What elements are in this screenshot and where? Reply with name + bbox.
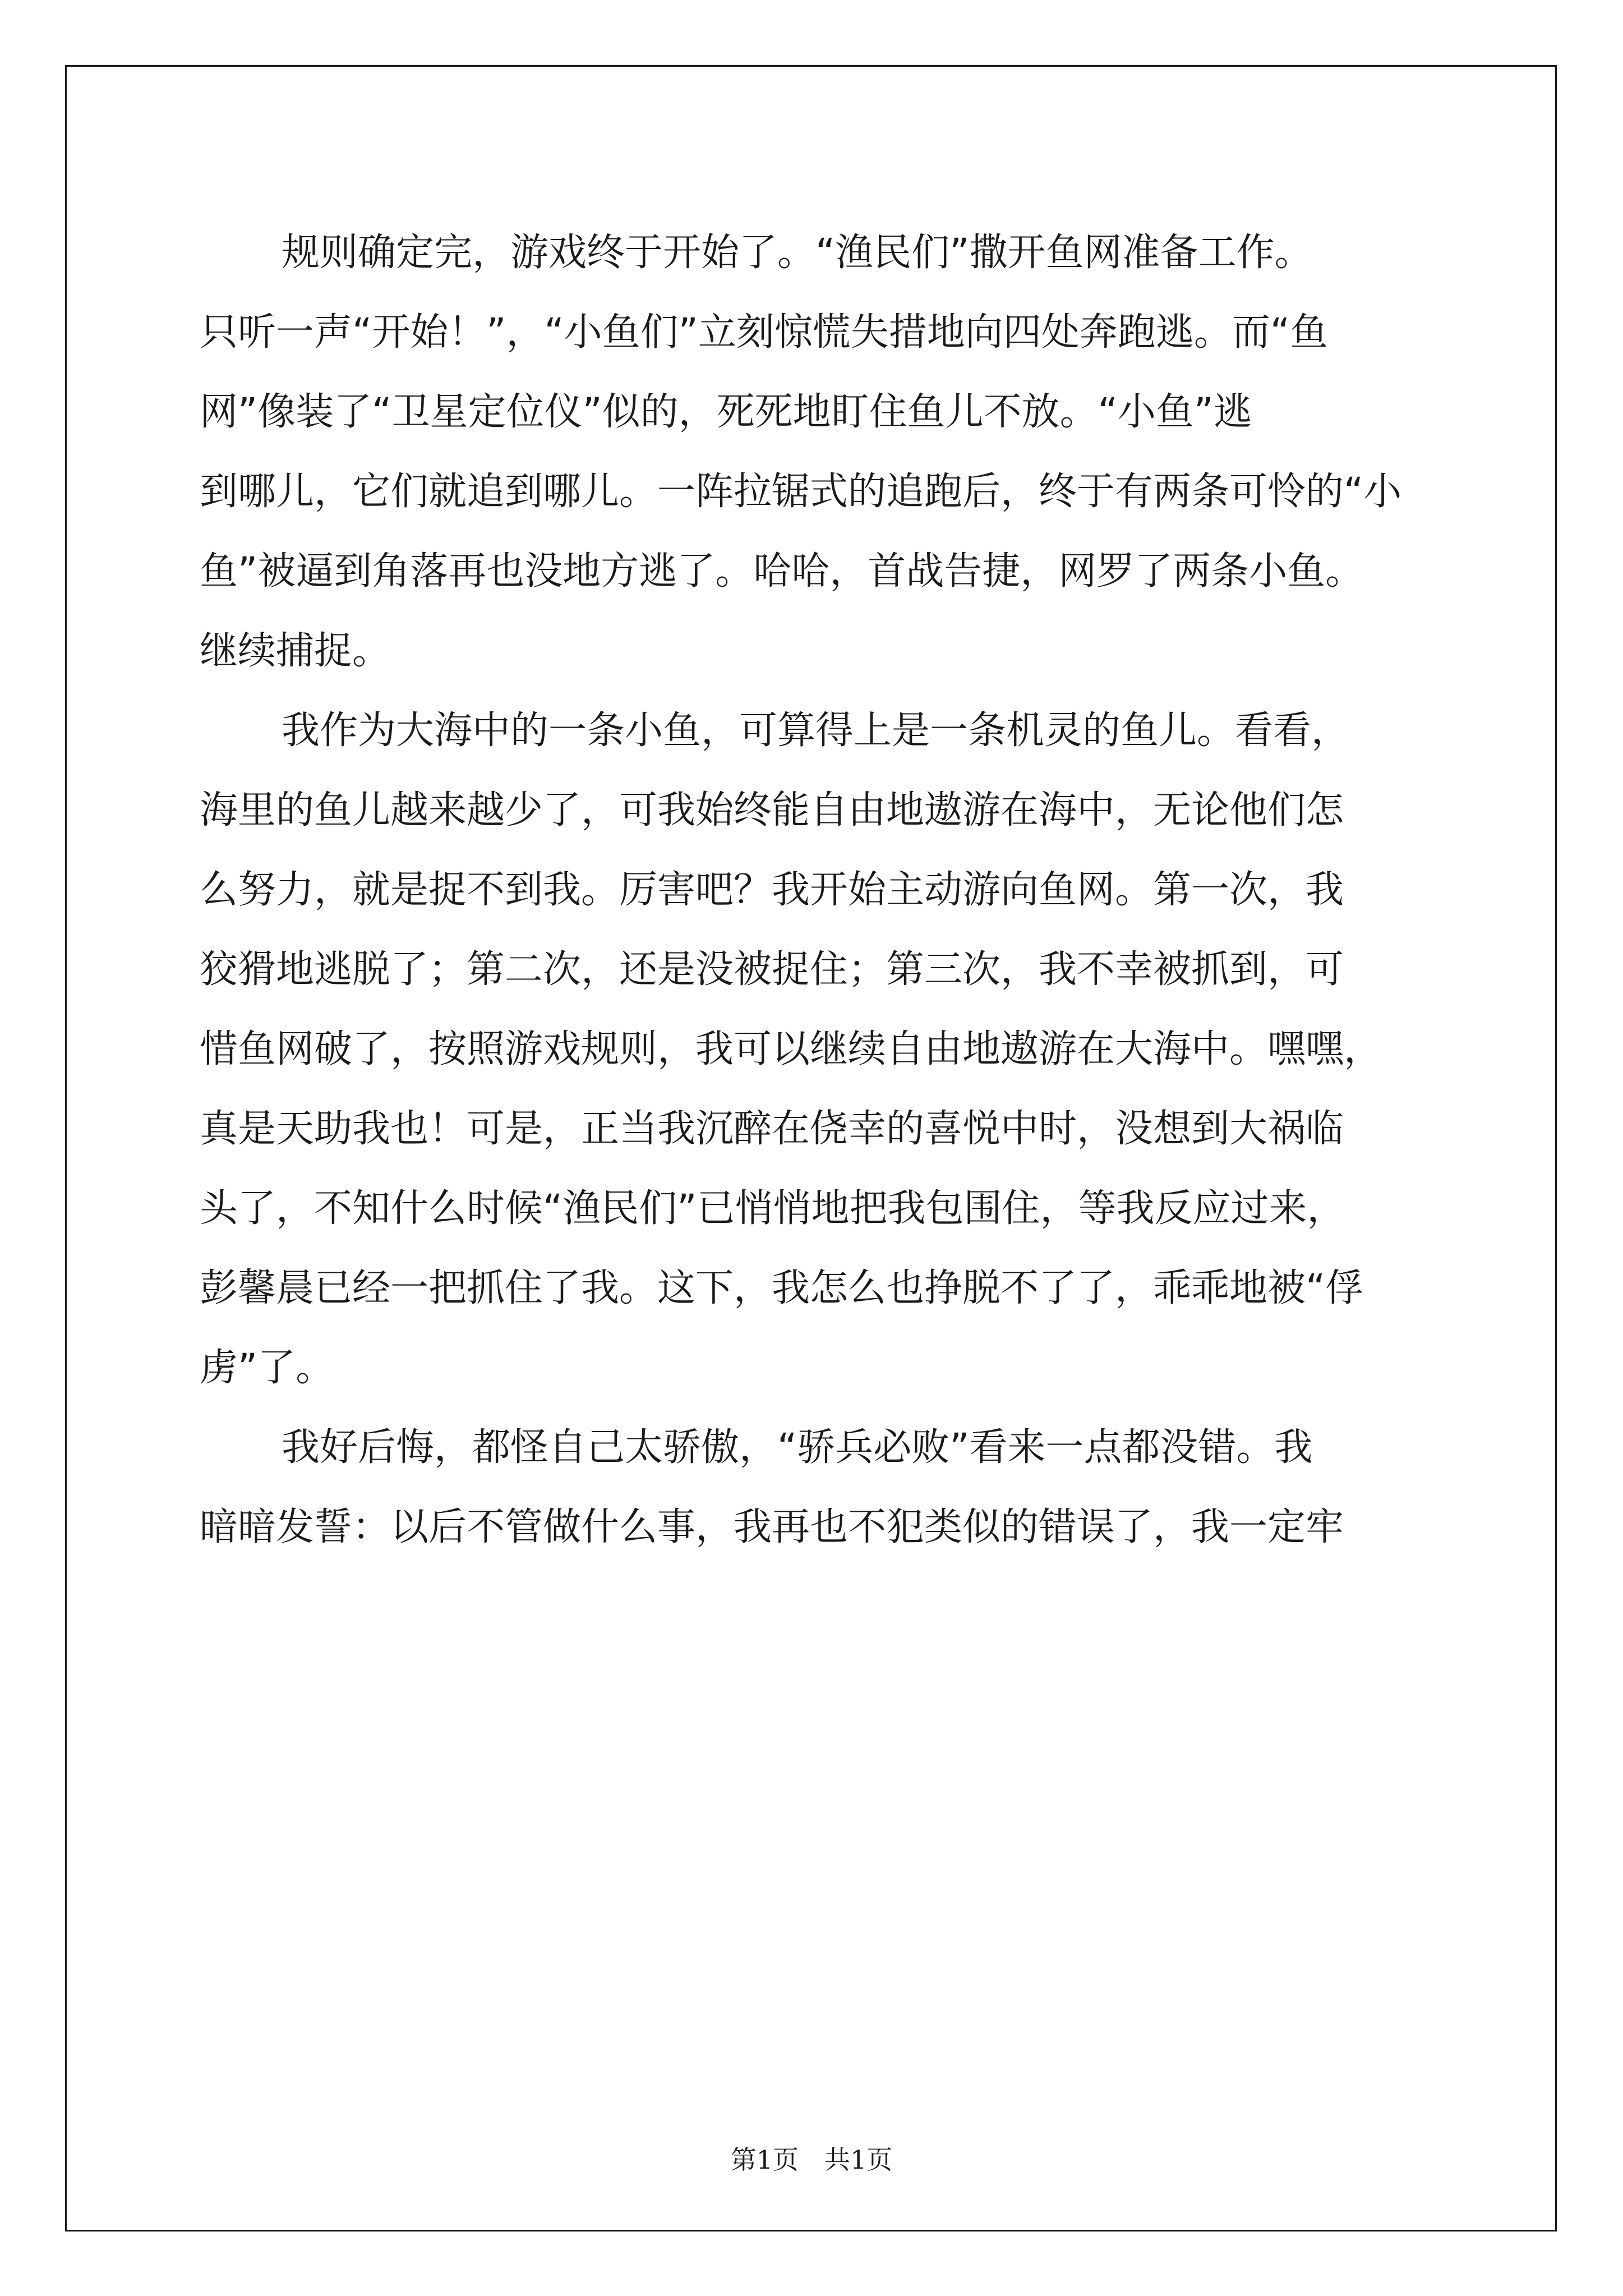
document-body — [200, 213, 1456, 1567]
paragraph-3: 我好后悔，都怪自己太骄傲，“骄兵必败”看来一点都没错。我 暗暗发誓：以后不管做什么事，我再也不犯类似的错误了，我一定牢 — [200, 1425, 1344, 1549]
page-footer: 第1页 共1页 — [730, 2145, 893, 2175]
paragraph-1: 规则确定完，游戏终于开始了。“渔民们”撒开鱼网准备工作。 只听一声“开始！”，“小鱼们”立刻惊慌失措地向四处奔跑逃。而“鱼 网”像装了“卫星定位仪”似的，死死地盯住鱼儿不放。“小鱼”逃 到哪儿，它们就追到哪儿。一阵拉锯式的追跑后，终于有两条可怜的“小 鱼”被逼到角落再也没地方逃了。哈哈，首战告捷，网罗了两条小鱼。 继续捕捉。 — [200, 231, 1402, 673]
paragraph-2: 我作为大海中的一条小鱼，可算得上是一条机灵的鱼儿。看看， 海里的鱼儿越来越少了，可我始终能自由地遨游在海中，无论他们怎 么努力，就是捉不到我。厉害吧？我开始主动游向鱼网。第一次，我 狡猾地逃脱了；第二次，还是没被捉住；第三次，我不幸被抓到，可 惜鱼网破了，按照游戏规则，我可以继续自由地遨游在大海中。嘿嘿， 真是天助我也！可是，正当我沉醉在侥幸的喜悦中时，没想到大祸临 头了，不知什么时候“渔民们”已悄悄地把我包围住，等我反应过来， 彭馨晨已经一把抓住了我。这下，我怎么也挣脱不了了，乖乖地被“俘 虏”了。 — [200, 708, 1382, 1390]
